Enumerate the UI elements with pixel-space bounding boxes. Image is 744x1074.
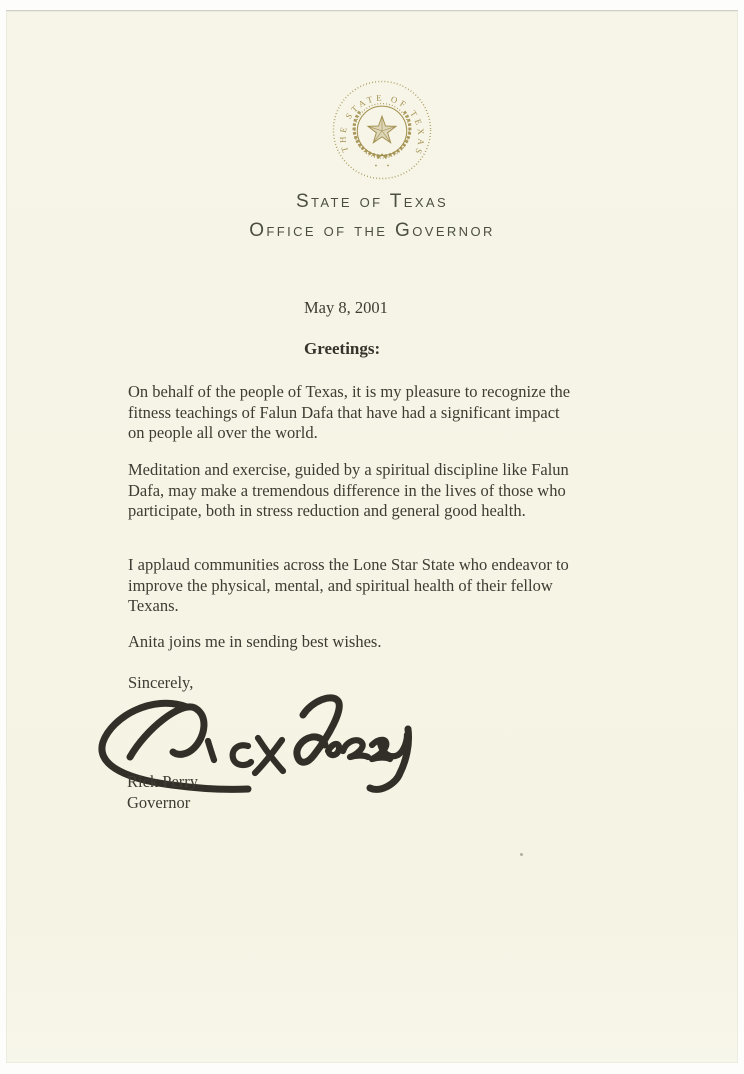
signer-name: Rick Perry: [127, 772, 199, 791]
texas-state-seal-icon: [330, 78, 434, 182]
letter-paragraph: On behalf of the people of Texas, it is my pleasure to recognize the fitness teachings of Falun Dafa that have had a significant impact on people all over the world.: [128, 382, 571, 442]
letter-paragraph: Anita joins me in sending best wishes.: [128, 632, 382, 651]
closing: Sincerely,: [128, 673, 194, 692]
scan-speck: [520, 853, 523, 856]
letterhead-office-line: Office of the Governor: [249, 220, 495, 241]
seal-arc-text: THE STATE OF TEXAS: [337, 92, 427, 157]
letter-paragraph: I applaud communities across the Lone Star State who endeavor to improve the physical, mental, and spiritual health of their fellow Texans.: [128, 555, 569, 615]
letterhead-state-line: State of Texas: [295, 191, 449, 212]
signer-title: Governor: [127, 793, 191, 812]
letter-date: May 8, 2001: [304, 298, 388, 317]
letter-paragraph: Meditation and exercise, guided by a spiritual discipline like Falun Dafa, may make a tremendous difference in the lives of those who participate, both in stress reduction and general good health.: [128, 460, 569, 520]
salutation: Greetings:: [304, 339, 381, 358]
letter-paper: [6, 10, 738, 1063]
